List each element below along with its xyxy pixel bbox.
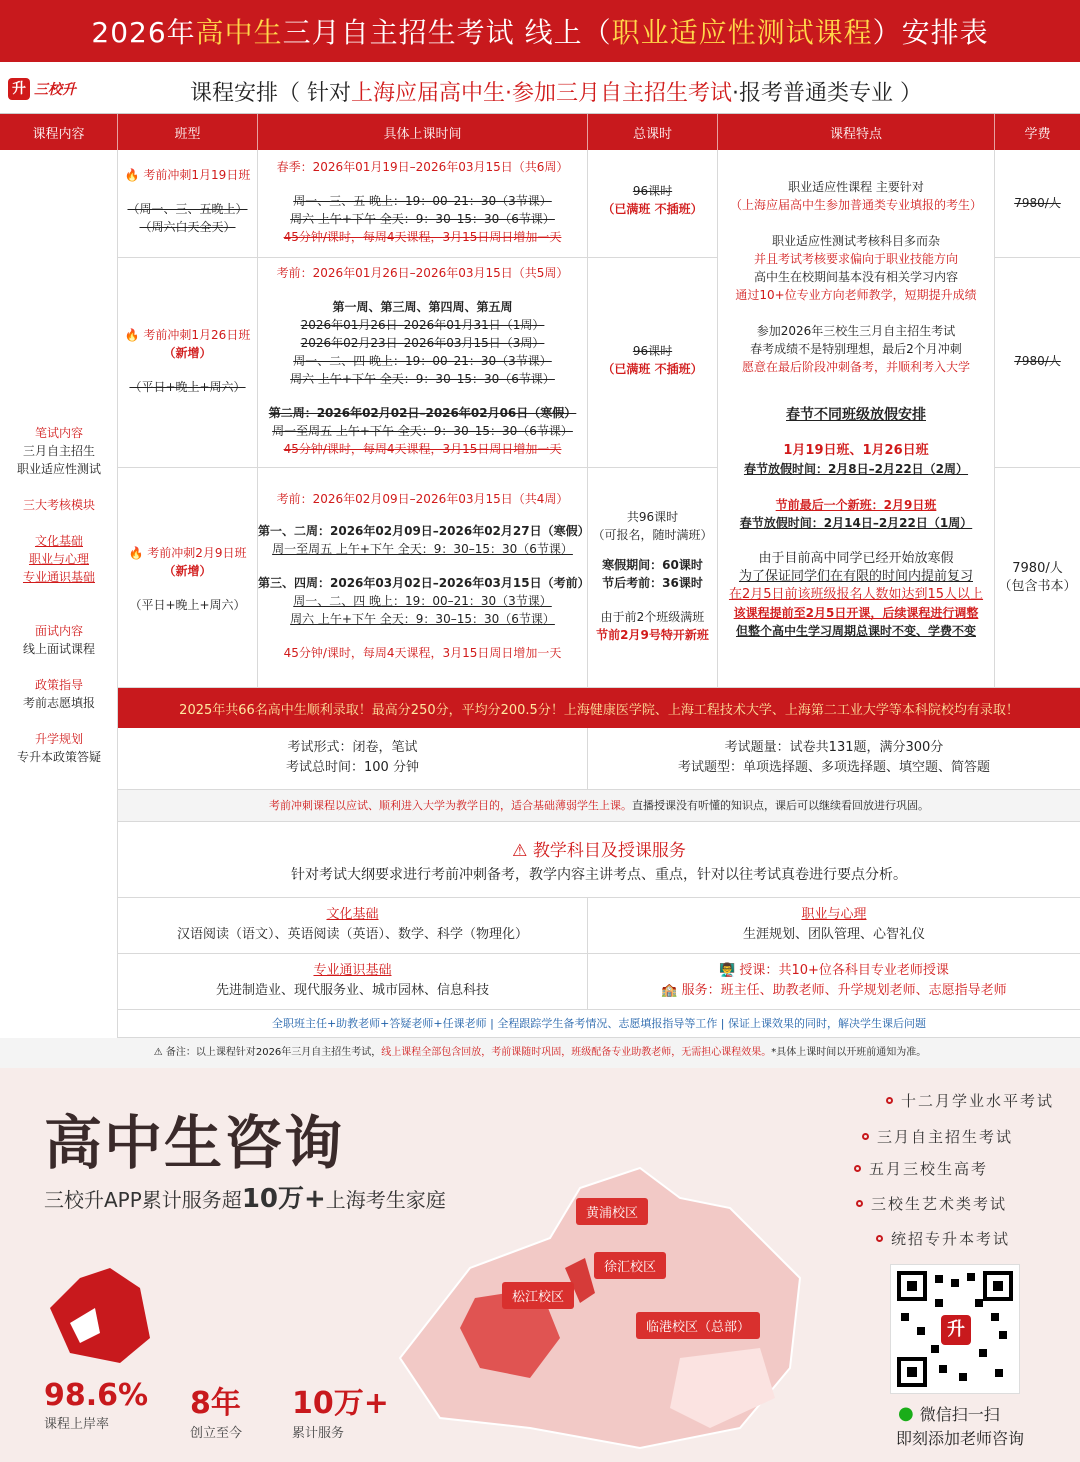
fee: 7980/人 xyxy=(1014,354,1061,368)
time-line: 45分钟/课时，每周4天课程，3月15日周日增加一天 xyxy=(283,646,562,660)
class-note: （周一、三、五晚上） xyxy=(127,202,248,216)
stat-block xyxy=(44,1378,148,1432)
title-part: 三月自主招生考试 线上（ xyxy=(282,16,612,49)
features-cell xyxy=(718,150,995,688)
subject-detail: 先进制造业、现代服务业、城市园林、信息科技 xyxy=(215,983,489,998)
note-black: 直播授课没有听懂的知识点，课后可以继续看回放进行巩固。 xyxy=(632,799,929,812)
left-item: 职业与心理 xyxy=(28,552,89,566)
time-range: 考前：2026年02月09日–2026年03月15日（共4周） xyxy=(276,492,569,506)
class-note: （平日+晚上+周六） xyxy=(129,380,246,394)
full-badge: （已满班 不插班） xyxy=(602,202,703,216)
promo-line-part: 三校升APP累计服务超 xyxy=(44,1188,242,1212)
subject-cell xyxy=(118,898,588,954)
course-note xyxy=(118,790,1080,822)
exam-name: 三校生艺术类考试 xyxy=(871,1195,1008,1213)
col-header: 总课时 xyxy=(588,114,718,150)
campus-pin: 松江校区 xyxy=(502,1282,574,1309)
time-line: 周一、二、四 晚上：19：00–21：30（3节课） xyxy=(293,594,552,608)
bullet-icon xyxy=(862,1133,869,1140)
campus-pin: 黄浦校区 xyxy=(576,1198,648,1225)
feature-line: 通过10+位专业方向老师教学，短期提升成绩 xyxy=(735,288,977,302)
promo-title: 高中生咨询 xyxy=(44,1109,345,1177)
new-badge: （新增） xyxy=(163,346,212,360)
feature-line: 春节放假时间：2月8日–2月22日（2周） xyxy=(743,462,969,476)
mini-map-shape xyxy=(50,1268,150,1363)
exam-list-item xyxy=(862,1126,1013,1147)
fee-note: （包含书本） xyxy=(998,579,1077,594)
teach-desc: 针对考试大纲要求进行考前冲刺备考，教学内容主讲考点、重点，针对以往考试真卷进行要点分析。 xyxy=(291,867,907,883)
mini-map xyxy=(40,1248,160,1368)
bullet-icon xyxy=(856,1200,863,1207)
hours-note: 节后考前：36课时 xyxy=(602,576,703,590)
left-item: 线上面试课程 xyxy=(22,642,95,656)
stat-label: 创立至今 xyxy=(190,1426,243,1441)
promo-section xyxy=(0,1068,1080,1462)
wechat-icon: ● xyxy=(898,1403,914,1424)
subtitle xyxy=(190,76,922,107)
qr-logo: 升 xyxy=(941,1315,971,1345)
subtitle-part: 课程安排（ 针对 xyxy=(190,81,351,106)
subtitle-highlight: 上海应届高中生·参加三月自主招生考试 xyxy=(351,81,732,106)
time-line: 周六 上午+下午 全天：9：30–15：30（6节课） xyxy=(290,372,555,386)
class-cell xyxy=(118,150,258,258)
hours: 96课时 xyxy=(632,344,673,358)
service-cell xyxy=(588,954,1080,1010)
time-line: 周六 上午+下午 全天：9：30–15：30（6节课） xyxy=(290,612,555,626)
page-title xyxy=(0,0,1080,62)
class-name: 🔥 考前冲刺2月9日班 xyxy=(128,546,247,560)
time-line: 周六 上午+下午 全天：9：30–15：30（6节课） xyxy=(290,212,555,226)
feature-line: 在2月5日前该班级报名人数如达到15人以上 xyxy=(728,587,984,602)
note-red: 考前冲刺课程以应试、顺利进入大学为教学目的，适合基础薄弱学生上课。 xyxy=(269,799,632,812)
time-line: 2026年01月26日–2026年01月31日（1周） xyxy=(300,318,545,332)
hours-cell xyxy=(588,258,718,468)
class-cell xyxy=(118,258,258,468)
promo-line xyxy=(44,1178,446,1215)
stat-value: 10万+ xyxy=(292,1386,389,1421)
fee-cell xyxy=(995,258,1080,468)
campus-pin: 临港校区（总部） xyxy=(636,1312,760,1339)
subject-cell xyxy=(118,954,588,1010)
class-note: （周六白天全天） xyxy=(139,220,236,234)
bullet-icon xyxy=(876,1235,883,1242)
feature-line: 节前最后一个新班：2月9日班 xyxy=(775,498,937,512)
time-line: 45分钟/课时，每周4天课程，3月15日周日增加一天 xyxy=(283,230,562,244)
logo-mark: 升 xyxy=(8,78,30,100)
time-line: 周一、二、四 晚上：19：00–21：30（3节课） xyxy=(293,354,552,368)
subject-cell xyxy=(588,898,1080,954)
wechat-label xyxy=(898,1402,1000,1425)
time-line: 第一周、第三周、第四周、第五周 xyxy=(332,300,513,314)
class-name: 🔥 考前冲刺1月26日班 xyxy=(124,328,251,342)
subject-detail: 生涯规划、团队管理、心智礼仪 xyxy=(742,927,925,942)
exam-info-left xyxy=(118,728,588,790)
holiday-title: 春节不同班级放假安排 xyxy=(786,407,926,423)
remark-red: 线上课程全部包含回放，考前课随时巩固，班级配备专业助教老师，无需担心课程效果。 xyxy=(381,1047,772,1058)
service-detail: 班主任、助教老师、升学规划老师、志愿指导老师 xyxy=(720,983,1007,998)
left-item: 专升本政策答疑 xyxy=(16,750,101,764)
left-item: 三大考核模块 xyxy=(22,498,95,512)
teach-title: ⚠ 教学科目及授课服务 xyxy=(512,841,686,861)
hours-note: 寒假期间：60课时 xyxy=(602,558,703,572)
subject-title: 专业通识基础 xyxy=(313,963,392,978)
exam-format: 考试形式：闭卷，笔试 xyxy=(287,740,418,755)
remark-part: ⚠ 备注：以上课程针对2026年三月自主招生考试， xyxy=(153,1047,382,1058)
time-cell xyxy=(258,258,588,468)
fee: 7980/人 xyxy=(1014,196,1061,210)
promo-line-big: 10万+ xyxy=(241,1184,326,1214)
subject-title: 文化基础 xyxy=(326,907,379,922)
feature-line: 为了保证同学们在有限的时间内提前复习 xyxy=(738,569,973,584)
bullet-icon xyxy=(886,1097,893,1104)
stat-label: 课程上岸率 xyxy=(44,1417,110,1432)
exam-list-item xyxy=(876,1228,1010,1249)
feature-line: 春考成绩不是特别理想，最后2个月冲刺 xyxy=(750,342,962,356)
left-item: 笔试内容 xyxy=(34,426,83,440)
time-range: 春季：2026年01月19日–2026年03月15日（共6周） xyxy=(276,160,569,174)
subtitle-part: ·报考普通类专业 ） xyxy=(732,81,922,106)
feature-line: 但整个高中生学习周期总课时不变、学费不变 xyxy=(735,624,976,638)
col-header: 学费 xyxy=(995,114,1080,150)
col-header: 具体上课时间 xyxy=(258,114,588,150)
fee: 7980/人 xyxy=(1012,561,1063,576)
shanghai-map xyxy=(380,1128,820,1458)
time-cell xyxy=(258,468,588,688)
teacher-label: 👨‍🏫 授课： xyxy=(719,963,779,978)
time-range: 考前：2026年01月26日–2026年03月15日（共5周） xyxy=(276,266,569,280)
subject-detail: 汉语阅读（语文）、英语阅读（英语）、数学、科学（物理化） xyxy=(176,927,528,942)
col-header: 班型 xyxy=(118,114,258,150)
remark xyxy=(0,1038,1080,1068)
wechat-subtext: 即刻添加老师咨询 xyxy=(896,1429,1025,1448)
admission-banner: 2025年共66名高中生顺利录取！最高分250分，平均分200.5分！上海健康医学院、上海工程技术大学、上海第二工业大学等本科院校均有录取！ xyxy=(118,688,1080,728)
left-item: 面试内容 xyxy=(34,624,83,638)
stat-block xyxy=(292,1378,389,1441)
exam-list-item xyxy=(856,1193,1007,1214)
wechat-text: 微信扫一扫 xyxy=(919,1405,1000,1424)
teacher-detail: 共10+位各科目专业老师授课 xyxy=(778,963,949,978)
feature-line: 参加2026年三校生三月自主招生考试 xyxy=(756,324,956,338)
exam-info-right xyxy=(588,728,1080,790)
service-label: 🏫 服务： xyxy=(661,983,721,998)
full-badge: （已满班 不插班） xyxy=(602,362,703,376)
time-cell xyxy=(258,150,588,258)
class-name: 🔥 考前冲刺1月19日班 xyxy=(124,168,251,182)
feature-line: 职业适应性课程 主要针对 xyxy=(788,180,924,194)
stat-block xyxy=(190,1378,242,1441)
class-cell xyxy=(118,468,258,688)
service-strip: 全职班主任+助教老师+答疑老师+任课老师 | 全程跟踪学生备考情况、志愿填报指导等工作 | 保证上课效果的同时，解决学生课后问题 xyxy=(118,1010,1080,1038)
exam-volume: 考试题量：试卷共131题，满分300分 xyxy=(724,740,944,755)
title-part: 2026年 xyxy=(91,16,196,49)
left-item: 考前志愿填报 xyxy=(22,696,95,710)
teach-section xyxy=(118,822,1080,898)
fee-cell xyxy=(995,468,1080,688)
left-item: 文化基础 xyxy=(34,534,83,548)
feature-line: 愿意在最后阶段冲刺备考，并顺利考入大学 xyxy=(741,360,970,374)
title-highlight: 职业适应性测试课程 xyxy=(611,16,873,49)
exam-name: 三月自主招生考试 xyxy=(877,1128,1014,1146)
stat-label: 累计服务 xyxy=(292,1426,345,1441)
left-item: 政策指导 xyxy=(34,678,83,692)
exam-types: 考试题型：单项选择题、多项选择题、填空题、简答题 xyxy=(677,760,990,775)
feature-line: 由于目前高中同学已经开始放寒假 xyxy=(758,551,954,566)
time-line: 周一至周五 上午+下午 全天：9：30–15：30（6节课） xyxy=(272,424,573,438)
hours-note: 由于前2个班级满班 xyxy=(600,610,705,624)
stat-value: 8年 xyxy=(190,1386,241,1421)
time-line: 45分钟/课时，每周4天课程，3月15日周日增加一天 xyxy=(283,442,562,456)
hours-cell xyxy=(588,150,718,258)
feature-line: 高中生在校期间基本没有相关学习内容 xyxy=(753,270,958,284)
exam-list-item xyxy=(854,1158,988,1179)
hours-note: （可报名，随时满班） xyxy=(592,528,713,542)
time-line: 周一至周五 上午+下午 全天：9：30–15：30（6节课） xyxy=(272,542,573,556)
left-item: 升学规划 xyxy=(34,732,83,746)
exam-name: 十二月学业水平考试 xyxy=(901,1092,1055,1110)
time-line: 周一、三、五 晚上：19：00–21：30（3节课） xyxy=(293,194,552,208)
left-item: 职业适应性测试 xyxy=(16,462,101,476)
exam-duration: 考试总时间：100 分钟 xyxy=(286,760,419,775)
course-content-column xyxy=(0,150,118,1040)
feature-line: 并且考试考核要求偏向于职业技能方向 xyxy=(753,252,958,266)
hours-cell xyxy=(588,468,718,688)
exam-list-item xyxy=(886,1090,1054,1111)
exam-name: 五月三校生高考 xyxy=(869,1160,989,1178)
remark-part: *具体上课时间以开班前通知为准。 xyxy=(771,1047,927,1058)
left-item: 专业通识基础 xyxy=(22,570,95,584)
stat-value: 98.6% xyxy=(44,1378,149,1413)
brand-logo xyxy=(8,76,88,102)
campus-pin: 徐汇校区 xyxy=(594,1252,666,1279)
qr-code[interactable] xyxy=(890,1264,1020,1394)
time-line: 第二周：2026年02月02日–2026年02月06日（寒假） xyxy=(268,406,577,420)
col-header: 课程特点 xyxy=(718,114,995,150)
hours: 96课时 xyxy=(632,184,673,198)
class-note: （平日+晚上+周六） xyxy=(129,598,246,612)
promo-line-part: 上海考生家庭 xyxy=(325,1188,446,1212)
feature-line: 1月19日班、1月26日班 xyxy=(783,443,929,458)
bullet-icon xyxy=(854,1165,861,1172)
fee-cell xyxy=(995,150,1080,258)
hours: 共96课时 xyxy=(626,510,679,524)
feature-line: 该课程提前至2月5日开课，后续课程进行调整 xyxy=(733,606,979,620)
exam-name: 统招专升本考试 xyxy=(891,1230,1011,1248)
feature-line: 职业适应性测试考核科目多而杂 xyxy=(771,234,940,248)
hours-note: 节前2月9号特开新班 xyxy=(596,628,709,642)
time-line: 第一、二周：2026年02月09日–2026年02月27日（寒假） xyxy=(258,524,590,538)
left-item: 三月自主招生 xyxy=(22,444,95,458)
title-part: ）安排表 xyxy=(872,16,989,49)
new-badge: （新增） xyxy=(163,564,212,578)
col-header: 课程内容 xyxy=(0,114,118,150)
feature-line: （上海应届高中生参加普通类专业填报的考生） xyxy=(729,198,982,212)
logo-name: 三校升 xyxy=(34,82,76,98)
subject-title: 职业与心理 xyxy=(801,907,867,922)
time-line: 第三、四周：2026年03月02日–2026年03月15日（考前） xyxy=(258,576,590,590)
time-line: 2026年02月23日–2026年03月15日（3周） xyxy=(300,336,545,350)
feature-line: 春节放假时间：2月14日–2月22日（1周） xyxy=(739,516,973,530)
title-highlight: 高中生 xyxy=(195,16,283,49)
